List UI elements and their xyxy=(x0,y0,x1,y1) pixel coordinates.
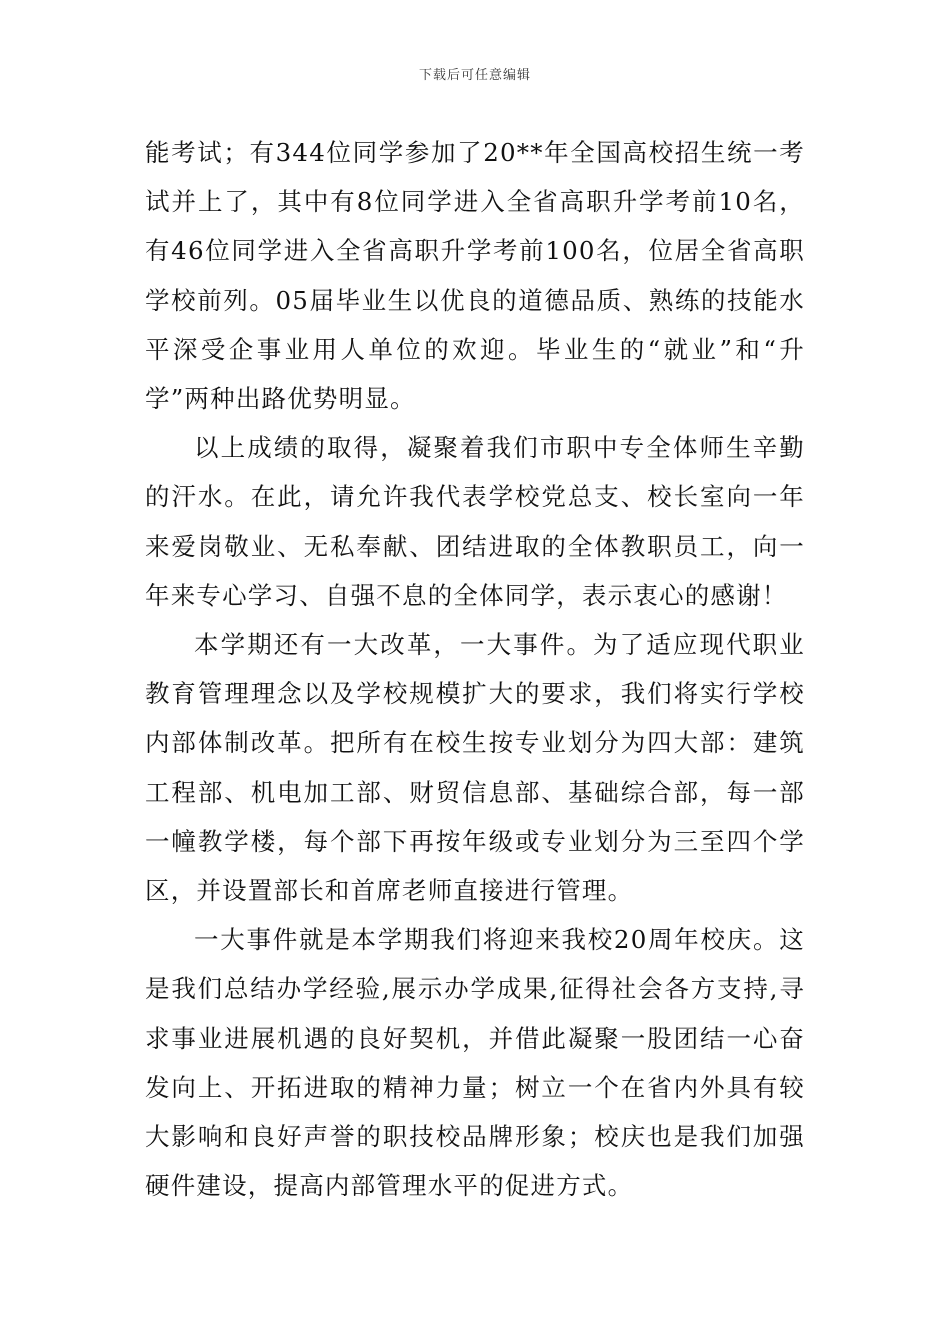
paragraph-reform: 本学期还有一大改革，一大事件。为了适应现代职业教育管理理念以及学校规模扩大的要求，我们将实行学校内部体制改革。把所有在校生按专业划分为四大部：建筑工程部、机电加工部、财贸信息部、基础综合部，每一部一幢教学楼，每个部下再按年级或专业划分为三至四个学区，并设置部长和首席老师直接进行管理。 xyxy=(145,630,805,906)
page-header-note: 下载后可任意编辑 xyxy=(418,68,531,83)
paragraph-achievements: 以上成绩的取得，凝聚着我们市职中专全体师生辛勤的汗水。在此，请允许我代表学校党总支、校长室向一年来爱岗敬业、无私奉献、团结进取的全体教职员工，向一年来专心学习、自强不息的全体同学，表示衷心的感谢！ xyxy=(145,433,805,610)
document-body xyxy=(145,128,805,1210)
paragraph-anniversary: 一大事件就是本学期我们将迎来我校20周年校庆。这是我们总结办学经验,展示办学成果,征得社会各方支持,寻求事业进展机遇的良好契机，并借此凝聚一股团结一心奋发向上、开拓进取的精神力量；树立一个在省内外具有较大影响和良好声誉的职技校品牌形象；校庆也是我们加强硬件建设，提高内部管理水平的促进方式。 xyxy=(145,925,805,1201)
paragraph-continuation: 能考试；有344位同学参加了20**年全国高校招生统一考试并上了，其中有8位同学进入全省高职升学考前10名，有46位同学进入全省高职升学考前100名，位居全省高职学校前列。05届毕业生以优良的道德品质、熟练的技能水平深受企事业用人单位的欢迎。毕业生的“就业”和“升学”两种出路优势明显。 xyxy=(145,138,805,414)
